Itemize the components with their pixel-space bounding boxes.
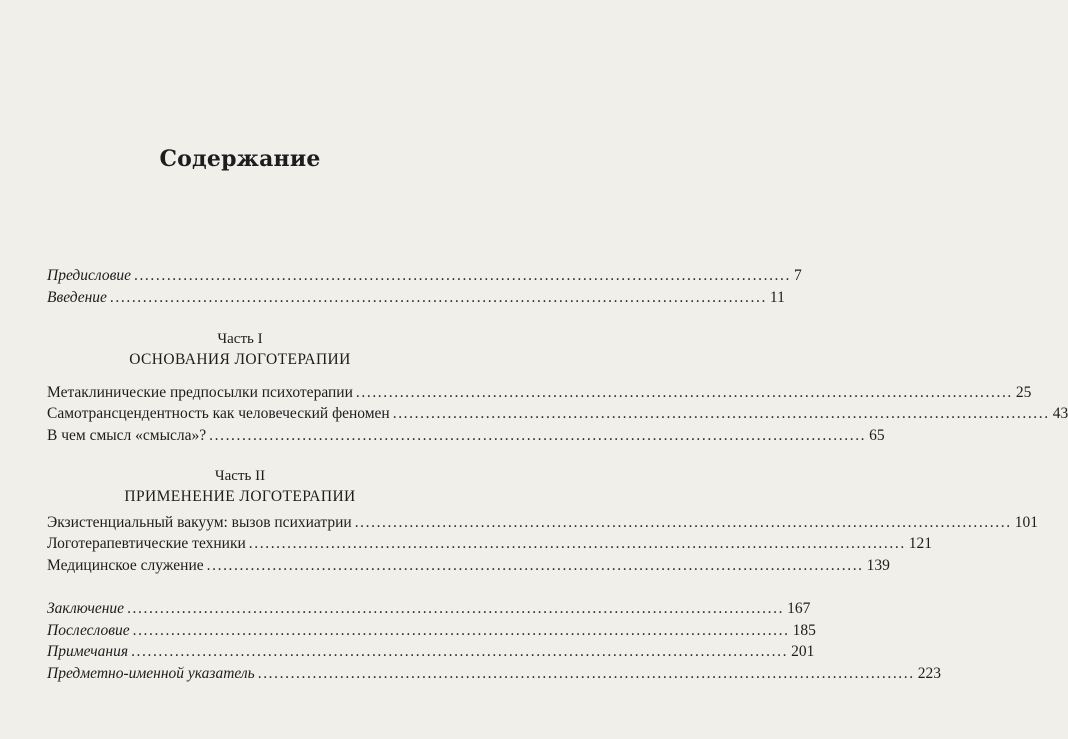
toc-entry-page: 101: [1014, 514, 1038, 531]
toc-entry-part1-1[interactable]: [47, 383, 1032, 403]
leader-dots: ........................................................................................................................: [206, 557, 864, 574]
toc-entry-page: 223: [917, 665, 941, 682]
leader-dots: ........................................................................................................................: [354, 514, 1012, 531]
toc-entry-page: 121: [908, 535, 933, 552]
toc-entry-part2-1[interactable]: [47, 513, 1038, 533]
toc-entry-label: Заключение: [47, 600, 125, 617]
toc-entry-part1-2[interactable]: [47, 404, 1068, 424]
toc-entry-index[interactable]: [47, 664, 941, 684]
part-2-heading: Часть II: [214, 468, 266, 484]
leader-dots: ........................................................................................................................: [355, 384, 1013, 401]
part-1-heading: Часть I: [217, 331, 263, 347]
toc-entry-preface[interactable]: [47, 266, 802, 286]
toc-entry-part2-2[interactable]: [47, 534, 933, 554]
toc-entry-page: 185: [792, 622, 816, 639]
leader-dots: ........................................................................................................................: [132, 622, 790, 639]
toc-entry-page: 139: [866, 557, 890, 574]
toc-entry-label: Самотрансцендентность как человеческий феномен: [47, 405, 390, 422]
toc-entry-page: 65: [869, 427, 885, 444]
leader-dots: ........................................................................................................................: [131, 643, 789, 660]
toc-entry-label: В чем смысл «смысла»?: [47, 427, 207, 444]
toc-entry-label: Медицинское служение: [47, 557, 204, 574]
page-title: Содержание: [159, 146, 321, 172]
toc-entry-label: Предисловие: [47, 267, 131, 284]
toc-entry-part2-3[interactable]: [47, 556, 890, 576]
toc-entry-label: Введение: [47, 289, 107, 306]
toc-entry-introduction[interactable]: [47, 288, 785, 308]
leader-dots: ........................................................................................................................: [209, 427, 867, 444]
part-2-title: ПРИМЕНЕНИЕ ЛОГОТЕРАПИИ: [124, 488, 356, 505]
toc-entry-page: 201: [791, 643, 815, 660]
leader-dots: ........................................................................................................................: [257, 665, 915, 682]
leader-dots: ........................................................................................................................: [127, 600, 785, 617]
toc-entry-notes[interactable]: [47, 642, 815, 662]
leader-dots: ........................................................................................................................: [133, 267, 791, 284]
table-of-contents: [47, 0, 1068, 739]
part-1-title: ОСНОВАНИЯ ЛОГОТЕРАПИИ: [129, 351, 351, 368]
toc-entry-label: Примечания: [47, 643, 129, 660]
toc-entry-page: 11: [769, 289, 785, 306]
toc-entry-label: Предметно-именной указатель: [47, 665, 255, 682]
toc-entry-page: 7: [793, 267, 802, 284]
leader-dots: ........................................................................................................................: [392, 405, 1050, 422]
toc-entry-label: Логотерапевтические техники: [47, 535, 246, 552]
toc-entry-label: Послесловие: [47, 622, 130, 639]
toc-entry-part1-3[interactable]: [47, 426, 885, 446]
leader-dots: ........................................................................................................................: [248, 535, 906, 552]
toc-entry-afterword[interactable]: [47, 621, 816, 641]
toc-entry-page: 25: [1015, 384, 1032, 401]
toc-entry-label: Экзистенциальный вакуум: вызов психиатрии: [47, 514, 352, 531]
toc-entry-label: Метаклинические предпосылки психотерапии: [47, 384, 353, 401]
toc-entry-page: 167: [787, 600, 811, 617]
toc-entry-page: 43: [1052, 405, 1068, 422]
leader-dots: ........................................................................................................................: [109, 289, 767, 306]
toc-entry-conclusion[interactable]: [47, 599, 811, 619]
